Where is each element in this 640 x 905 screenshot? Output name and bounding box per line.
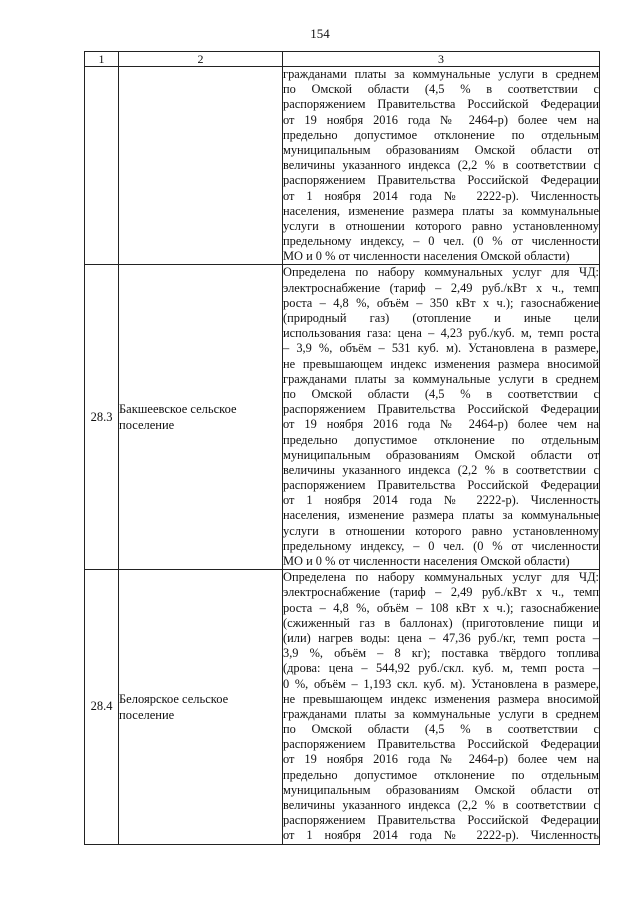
description-line: населения, изменение размера платы за коммунальные — [283, 203, 599, 218]
description-line: от 1 ноября 2014 года № 2222-р). Численность — [283, 493, 599, 508]
row-number — [85, 67, 119, 265]
description-line: гражданами платы за коммунальные услуги в среднем — [283, 706, 599, 721]
row-description — [283, 67, 600, 265]
description-line: – 3,9 %, объём – 531 куб. м). Установлена в размере, — [283, 341, 599, 356]
column-header-3: 3 — [283, 52, 600, 67]
description-line: предельно допустимое отклонение по отдельным — [283, 767, 599, 782]
description-line: по Омской области (4,5 % в соответствии с — [283, 722, 599, 737]
description-line: по Омской области (4,5 % в соответствии с — [283, 82, 599, 97]
page-number: 154 — [310, 26, 330, 41]
description-line: предельно допустимое отклонение по отдельным — [283, 127, 599, 142]
description-line: величины указанного индекса (2,2 % в соответствии с — [283, 798, 599, 812]
description-line: не превышающем индекс изменения размера вносимой — [283, 691, 599, 706]
description-line: 0 %, объём – 1,193 скл. куб. м). Установлена в размере, — [283, 676, 599, 691]
description-line: муниципальным образованиям Омской области от — [283, 447, 599, 462]
description-line: электроснабжение (тариф – 2,49 руб./кВт х ч., темп — [283, 280, 599, 295]
description-line: гражданами платы за коммунальные услуги в среднем — [283, 371, 599, 386]
row-number: 28.3 — [85, 265, 119, 570]
description-line: по Омской области (4,5 % в соответствии с — [283, 386, 599, 401]
description-line: распоряжением Правительства Российской Федерации — [283, 97, 599, 112]
description-line: от 19 ноября 2016 года № 2464-р) более чем на — [283, 112, 599, 127]
description-line: от 19 ноября 2016 года № 2464-р) более чем на — [283, 417, 599, 432]
table-row-continuation — [85, 67, 600, 265]
description-line: от 1 ноября 2014 года № 2222-р). Численность — [283, 188, 599, 203]
document-table — [84, 51, 600, 845]
description-line: величины указанного индекса (2,2 % в соответствии с — [283, 158, 599, 173]
table-row-28-4 — [85, 570, 600, 844]
row-description — [283, 570, 600, 844]
description-line: распоряжением Правительства Российской Федерации — [283, 478, 599, 493]
description-line: роста – 4,8 %, объём – 108 кВт х ч.); газоснабжение — [283, 600, 599, 615]
table-header-row — [85, 52, 600, 67]
description-line: услуги в отношении которого равно установленному — [283, 218, 599, 233]
description-line: (сжиженный газ в баллонах) (приготовление пищи и — [283, 615, 599, 630]
description-line: населения, изменение размера платы за коммунальные — [283, 508, 599, 523]
description-line: (или) нагрев воды: цена – 47,36 руб./кг, темп роста – — [283, 630, 599, 645]
description-line: распоряжением Правительства Российской Федерации — [283, 813, 599, 828]
description-line: от 19 ноября 2016 года № 2464-р) более чем на — [283, 752, 599, 767]
column-header-2: 2 — [119, 52, 283, 67]
description-line: услуги в отношении которого равно установленному — [283, 523, 599, 538]
row-description — [283, 265, 600, 570]
description-line: Определена по набору коммунальных услуг для ЧД: — [283, 265, 599, 280]
row-number: 28.4 — [85, 570, 119, 844]
description-line: величины указанного индекса (2,2 % в соответствии с — [283, 462, 599, 477]
description-line: использования газа: цена – 4,23 руб./куб. м, темп роста — [283, 326, 599, 341]
description-line: предельному индексу, – 0 чел. (0 % от численности — [283, 234, 599, 249]
settlement-name — [119, 67, 283, 265]
description-line: предельному индексу, – 0 чел. (0 % от численности — [283, 538, 599, 553]
description-line: (дрова: цена – 544,92 руб./скл. куб. м, темп роста – — [283, 661, 599, 676]
description-line: гражданами платы за коммунальные услуги в среднем — [283, 67, 599, 81]
description-line: предельно допустимое отклонение по отдельным — [283, 432, 599, 447]
description-line: распоряжением Правительства Российской Федерации — [283, 402, 599, 417]
description-line: (природный газ) (отопление и иные цели — [283, 311, 599, 325]
settlement-name: Белоярское сельское поселение — [119, 570, 283, 844]
description-line: роста – 4,8 %, объём – 350 кВт х ч.); газоснабжение — [283, 295, 599, 310]
settlement-name: Бакшеевское сельское поселение — [119, 265, 283, 570]
column-header-1: 1 — [85, 52, 119, 67]
description-line: муниципальным образованиям Омской области от — [283, 142, 599, 157]
description-line: распоряжением Правительства Российской Федерации — [283, 737, 599, 752]
description-line: электроснабжение (тариф – 2,49 руб./кВт х ч., темп — [283, 585, 599, 600]
description-line: МО и 0 % от численности населения Омской области) — [283, 249, 570, 264]
description-line: не превышающем индекс изменения размера вносимой — [283, 356, 599, 371]
description-line: от 1 ноября 2014 года № 2222-р). Численность — [283, 828, 599, 843]
table-row-28-3 — [85, 265, 600, 570]
description-line: распоряжением Правительства Российской Федерации — [283, 173, 599, 188]
description-line: Определена по набору коммунальных услуг для ЧД: — [283, 570, 599, 585]
description-line: 3,9 %, объём – 8 кг); поставка твёрдого топлива — [283, 646, 599, 661]
description-line: МО и 0 % от численности населения Омской области) — [283, 554, 570, 568]
description-line: муниципальным образованиям Омской области от — [283, 782, 599, 797]
